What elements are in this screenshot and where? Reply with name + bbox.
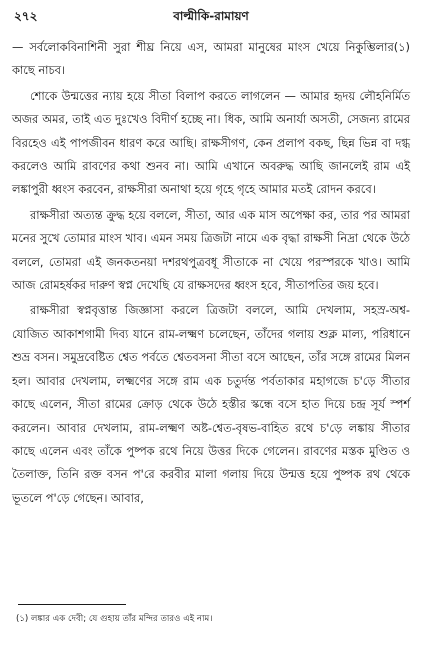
paragraph: শোকে উন্মত্তের ন্যায় হয়ে সীতা বিলাপ করতে লাগলেন — আমার হৃদয় লৌহনির্মিত অজর অমর, তাই এত দুঃখেও বিদীর্ণ হচ্ছে না। ধিক, আমি অনার্যা অসতী, সেজন্য রামের বিরহেও এই পাপজীবন ধারণ করে আছি। রাক্ষসীগণ, কেন প্রলাপ বকছ, ছিন্ন ভিন্ন বা দগ্ধ করলেও আমি রাবণের কথা শুনব না। আমি এখানে অবরুদ্ধ আছি জানলেই রাম এই লঙ্কাপুরী ধ্বংস করবেন, রাক্ষসীরা অনাথা হয়ে গৃহে গৃহে আমার মতই রোদন করবে।: [12, 88, 410, 197]
footnote-divider: [18, 604, 126, 605]
paragraph: রাক্ষসীরা অত্যন্ত ক্রুদ্ধ হয়ে বললে, সীতা, আর এক মাস অপেক্ষা কর, তার পর আমরা মনের সুখে তোমার মাংস খাব। এমন সময় ত্রিজটা নামে এক বৃদ্ধা রাক্ষসী নিদ্রা থেকে উঠে বললে, তোমরা এই জনকতনয়া দশরথপুত্রবধূ সীতাকে না খেয়ে পরস্পরকে খাও। আমি আজ রোমহর্ষকর দারুণ স্বপ্ন দেখেছি যে রাক্ষসদের ধ্বংস হবে, সীতাপতির জয় হবে।: [12, 207, 410, 293]
footnote: (১) লঙ্কার এক দেবী; যে গুহায় তাঁর মন্দির তারও এই নাম।: [16, 614, 213, 624]
paragraph: রাক্ষসীরা স্বপ্নবৃত্তান্ত জিজ্ঞাসা করলে ত্রিজটা বললে, আমি দেখলাম, সহস্র-অশ্ব-যোজিত আকাশগামী দিব্য যানে রাম-লক্ষ্মণ চলেছেন, তাঁদের গলায় শুক্ল মাল্য, পরিধানে শুভ্র বসন। সমুদ্রবেষ্টিত শ্বেত পর্বতে শ্বেতবসনা সীতা বসে আছেন, তাঁর সঙ্গে রামের মিলন হল। আবার দেখলাম, লক্ষ্মণের সঙ্গে রাম এক চতুর্দন্ত পর্বতাকার মহাগজে চ'ড়ে সীতার কাছে এলেন, সীতা রামের ক্রোড় থেকে উঠে হস্তীর স্কন্ধে বসে হাত দিয়ে চন্দ্র সূর্য স্পর্শ করলেন। আবার দেখলাম, রাম-লক্ষ্মণ অষ্ট-শ্বেত-বৃষভ-বাহিত রথে চ'ড়ে লঙ্কায় সীতার কাছে এলেন এবং তাঁকে পুষ্পক রথে নিয়ে উত্তর দিকে গেলেন। রাবণের মস্তক মুণ্ডিত ও তৈলাক্ত, তিনি রক্ত বসন প'রে করবীর মালা গলায় দিয়ে উন্মত্ত হয়ে পুষ্পক রথ থেকে ভূতলে প'ড়ে গেছেন। আবার,: [12, 303, 410, 505]
book-page: [12, 8, 410, 648]
paragraph: — সর্বলোকবিনাশিনী সুরা শীঘ্র নিয়ে এস, আমরা মানুষের মাংস খেয়ে নিকুম্ভিলার(১) কাছে নাচব।: [12, 40, 410, 78]
page-number: ২৭২: [14, 9, 38, 23]
body-text: [12, 36, 410, 510]
page-header: [12, 8, 410, 28]
running-title: বাল্মীকি-রামায়ণ: [173, 9, 249, 23]
